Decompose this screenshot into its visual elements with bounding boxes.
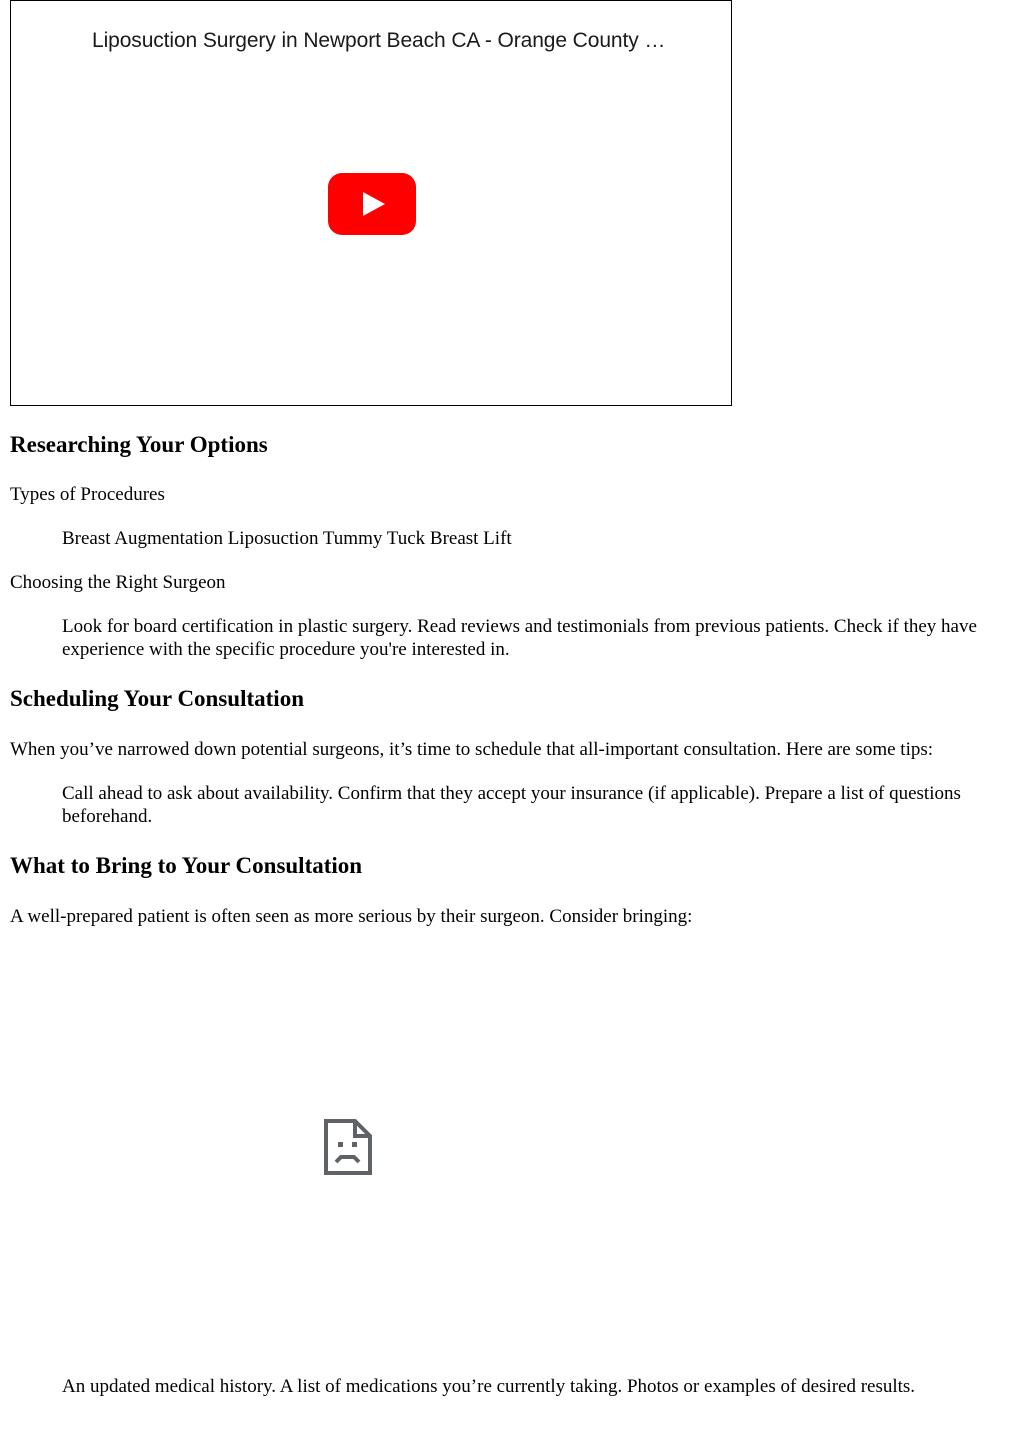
broken-image-icon <box>323 1118 373 1176</box>
choosing-surgeon-label: Choosing the Right Surgeon <box>10 572 226 593</box>
scheduling-tips-list: Call ahead to ask about availability. Confirm that they accept your insurance (if applicable). Prepare a list of questions beforehand. <box>62 783 961 827</box>
bring-items-list: An updated medical history. A list of medications you’re currently taking. Photos or examples of desired results. <box>62 1376 916 1397</box>
bring-intro: A well-prepared patient is often seen as more serious by their surgeon. Consider bringing: <box>10 906 693 927</box>
procedure-list: Breast Augmentation Liposuction Tummy Tuck Breast Lift <box>62 528 512 549</box>
scheduling-intro: When you’ve narrowed down potential surgeons, it’s time to schedule that all-important consultation. Here are some tips: <box>10 739 934 760</box>
youtube-play-icon[interactable] <box>328 173 416 235</box>
video-title[interactable]: Liposuction Surgery in Newport Beach CA - Orange County … <box>92 29 666 52</box>
heading-scheduling: Scheduling Your Consultation <box>10 686 304 711</box>
types-of-procedures-label: Types of Procedures <box>10 484 165 505</box>
heading-researching: Researching Your Options <box>10 432 268 457</box>
surgeon-tips-list: Look for board certification in plastic surgery. Read reviews and testimonials from previous patients. Check if they have experience with the specific procedure you're interested in. <box>62 616 977 660</box>
video-embed[interactable] <box>10 0 732 406</box>
heading-what-to-bring: What to Bring to Your Consultation <box>10 853 363 878</box>
